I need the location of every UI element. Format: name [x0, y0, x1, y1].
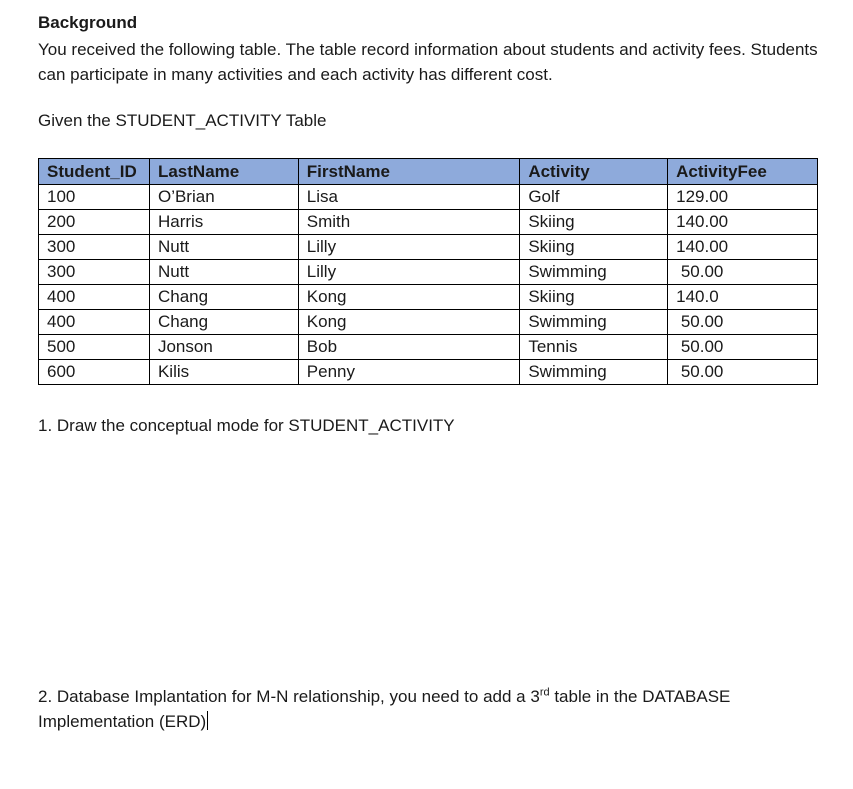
column-header: ActivityFee — [668, 159, 818, 185]
text-cursor — [207, 711, 208, 730]
cell-student-id: 300 — [39, 235, 150, 260]
cell-first-name: Lilly — [298, 235, 520, 260]
cell-last-name: Kilis — [149, 360, 298, 385]
column-header: Activity — [520, 159, 668, 185]
table-row — [39, 210, 818, 235]
cell-activity-fee: 50.00 — [668, 260, 818, 285]
table-row — [39, 260, 818, 285]
background-heading: Background — [38, 13, 138, 32]
cell-first-name: Kong — [298, 310, 520, 335]
cell-last-name: O’Brian — [149, 185, 298, 210]
background-paragraph: You received the following table. The table record information about students and activity fees. Students can participate in many activities and each activity has different cost. — [38, 40, 818, 84]
cell-student-id: 400 — [39, 285, 150, 310]
question-2[interactable] — [38, 684, 828, 734]
question-1: 1. Draw the conceptual mode for STUDENT_ACTIVITY — [38, 416, 455, 435]
cell-student-id: 200 — [39, 210, 150, 235]
table-row — [39, 310, 818, 335]
table-header-row — [39, 159, 818, 185]
column-header: FirstName — [298, 159, 520, 185]
column-header: LastName — [149, 159, 298, 185]
given-table-caption: Given the STUDENT_ACTIVITY Table — [38, 111, 327, 130]
cell-last-name: Jonson — [149, 335, 298, 360]
cell-activity-fee: 50.00 — [668, 335, 818, 360]
cell-first-name: Lilly — [298, 260, 520, 285]
cell-student-id: 100 — [39, 185, 150, 210]
cell-activity: Tennis — [520, 335, 668, 360]
cell-activity-fee: 50.00 — [668, 360, 818, 385]
cell-last-name: Nutt — [149, 260, 298, 285]
cell-activity-fee: 140.0 — [668, 285, 818, 310]
cell-activity: Golf — [520, 185, 668, 210]
cell-last-name: Harris — [149, 210, 298, 235]
cell-activity: Skiing — [520, 235, 668, 260]
cell-activity: Swimming — [520, 260, 668, 285]
cell-last-name: Chang — [149, 285, 298, 310]
cell-first-name: Penny — [298, 360, 520, 385]
cell-first-name: Bob — [298, 335, 520, 360]
cell-student-id: 400 — [39, 310, 150, 335]
cell-activity-fee: 140.00 — [668, 235, 818, 260]
cell-activity: Swimming — [520, 360, 668, 385]
cell-student-id: 600 — [39, 360, 150, 385]
cell-first-name: Kong — [298, 285, 520, 310]
question-2-text-start: 2. Database Implantation for M-N relationship, you need to add a 3 — [38, 687, 540, 706]
cell-activity-fee: 50.00 — [668, 310, 818, 335]
cell-activity: Skiing — [520, 210, 668, 235]
cell-first-name: Smith — [298, 210, 520, 235]
cell-student-id: 500 — [39, 335, 150, 360]
cell-first-name: Lisa — [298, 185, 520, 210]
ordinal-superscript: rd — [539, 686, 550, 699]
cell-activity-fee: 129.00 — [668, 185, 818, 210]
table-row — [39, 185, 818, 210]
cell-student-id: 300 — [39, 260, 150, 285]
cell-last-name: Nutt — [149, 235, 298, 260]
cell-activity: Skiing — [520, 285, 668, 310]
cell-activity-fee: 140.00 — [668, 210, 818, 235]
column-header: Student_ID — [39, 159, 150, 185]
table-row — [39, 360, 818, 385]
table-row — [39, 285, 818, 310]
cell-activity: Swimming — [520, 310, 668, 335]
table-row — [39, 235, 818, 260]
question-2-text-end: table in the DATABASE Implementation (ERD) — [38, 687, 731, 731]
cell-last-name: Chang — [149, 310, 298, 335]
table-row — [39, 335, 818, 360]
student-activity-table — [38, 158, 818, 385]
